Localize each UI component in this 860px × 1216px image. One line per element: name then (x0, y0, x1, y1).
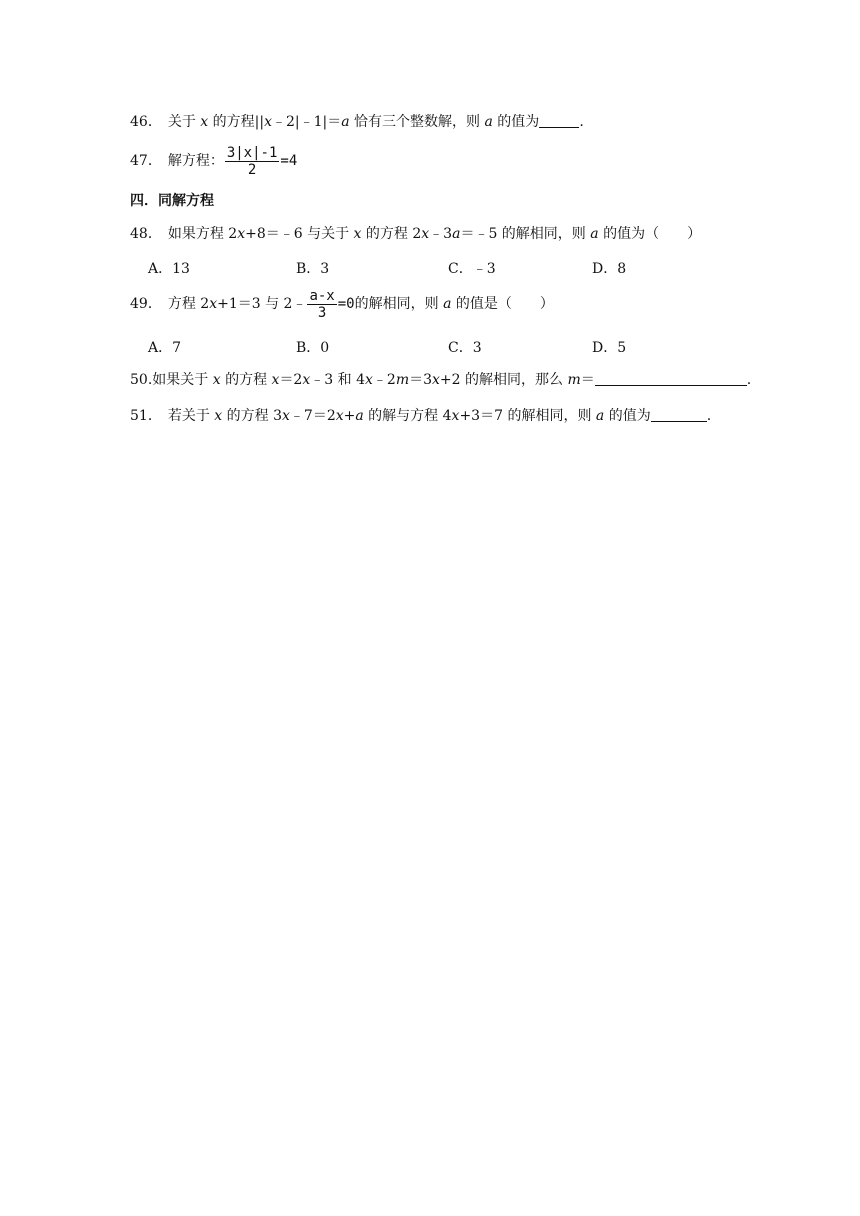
fraction-numerator: a-x (309, 287, 335, 304)
option-d[interactable]: D．8 (592, 261, 627, 277)
var-x: x (282, 408, 290, 424)
options-48 (148, 258, 748, 278)
text: +1＝3 与 2﹣ (217, 296, 307, 312)
answer-blank[interactable] (595, 371, 747, 386)
option-c[interactable]: C．﹣3 (448, 261, 496, 277)
question-number: 50. (130, 372, 153, 388)
text: 关于 (167, 114, 201, 130)
fraction (307, 288, 336, 321)
var-a: a (355, 408, 364, 424)
var-x: x (214, 408, 223, 424)
equation-rhs: =0 (337, 296, 355, 312)
text: ＝2 (279, 372, 303, 388)
var-a: a (341, 114, 350, 130)
text: 如果方程 2 (167, 226, 238, 242)
var-x: x (353, 226, 362, 242)
text: ＝﹣5 的解相同，则 (460, 226, 591, 242)
var-a: a (590, 226, 599, 242)
text: +2 的解相同，那么 (439, 372, 568, 388)
var-x: x (421, 226, 430, 242)
var-x: x (364, 372, 373, 388)
var-x: x (335, 408, 344, 424)
question-50 (130, 370, 751, 390)
text: 方程 2 (167, 296, 210, 312)
fraction-denominator: 3 (317, 304, 327, 321)
var-x: x (432, 372, 440, 388)
text: . (706, 408, 712, 424)
option-c[interactable]: C．3 (448, 340, 482, 356)
answer-blank[interactable] (651, 407, 707, 422)
var-x: x (212, 372, 221, 388)
fraction-numerator: 3|x|-1 (226, 144, 278, 161)
text: 的解与方程 4 (363, 408, 452, 424)
options-49 (148, 337, 748, 357)
fraction-denominator: 2 (247, 161, 257, 178)
question-47 (130, 143, 297, 179)
question-number: 48． (130, 226, 162, 242)
text: +8＝﹣6 与关于 (245, 226, 354, 242)
option-b[interactable]: B．0 (296, 340, 330, 356)
text: 恰有三个整数解，则 (349, 114, 485, 130)
question-number: 51． (130, 408, 162, 424)
question-51 (130, 406, 711, 426)
question-49 (130, 286, 554, 322)
option-a[interactable]: A．13 (148, 261, 190, 277)
option-b[interactable]: B．3 (296, 261, 330, 277)
text: 如果关于 (152, 372, 213, 388)
var-x: x (209, 296, 218, 312)
answer-blank[interactable] (539, 113, 579, 128)
var-m: m (567, 372, 581, 388)
text: 解方程： (167, 153, 224, 169)
text: 的方程 2 (361, 226, 422, 242)
text: ＝3 (409, 372, 433, 388)
text: ＝ (580, 372, 595, 388)
text: 的方程 (220, 372, 272, 388)
var-m: m (395, 372, 410, 388)
text: ﹣7＝2 (289, 408, 336, 424)
question-number: 47． (130, 153, 162, 169)
text: 的值为 (492, 114, 540, 130)
var-x: x (200, 114, 209, 130)
var-a: a (452, 226, 461, 242)
text: + (343, 408, 356, 424)
question-number: 49． (130, 296, 162, 312)
var-x: x (451, 408, 460, 424)
var-x: x (271, 372, 280, 388)
text: . (579, 114, 584, 130)
var-a: a (443, 296, 452, 312)
question-48 (130, 224, 701, 244)
text: 的解相同，则 (354, 296, 444, 312)
var-x: x (302, 372, 311, 388)
equation-rhs: =4 (280, 153, 298, 169)
question-46 (130, 112, 584, 132)
text: 的方程 3 (222, 408, 282, 424)
text: ﹣2 (372, 372, 396, 388)
text: ﹣3 和 4 (310, 372, 365, 388)
text: . (746, 372, 752, 388)
option-d[interactable]: D．5 (592, 340, 627, 356)
text: 的值为 (604, 408, 651, 424)
question-number: 46． (130, 114, 162, 130)
var-a: a (595, 408, 605, 424)
option-a[interactable]: A．7 (148, 340, 182, 356)
text: 若关于 (167, 408, 215, 424)
text: +3＝7 的解相同，则 (459, 408, 596, 424)
section-title: 四．同解方程 (130, 193, 214, 209)
text: 的方程|| (208, 114, 265, 130)
var-x: x (237, 226, 246, 242)
var-a: a (484, 114, 493, 130)
text: ﹣3 (429, 226, 453, 242)
text: 的值为（ ） (598, 226, 702, 242)
var-x: x (264, 114, 272, 130)
text: ﹣2|﹣1|＝ (271, 114, 342, 130)
fraction (225, 145, 280, 178)
text: 的值是（ ） (451, 296, 554, 312)
